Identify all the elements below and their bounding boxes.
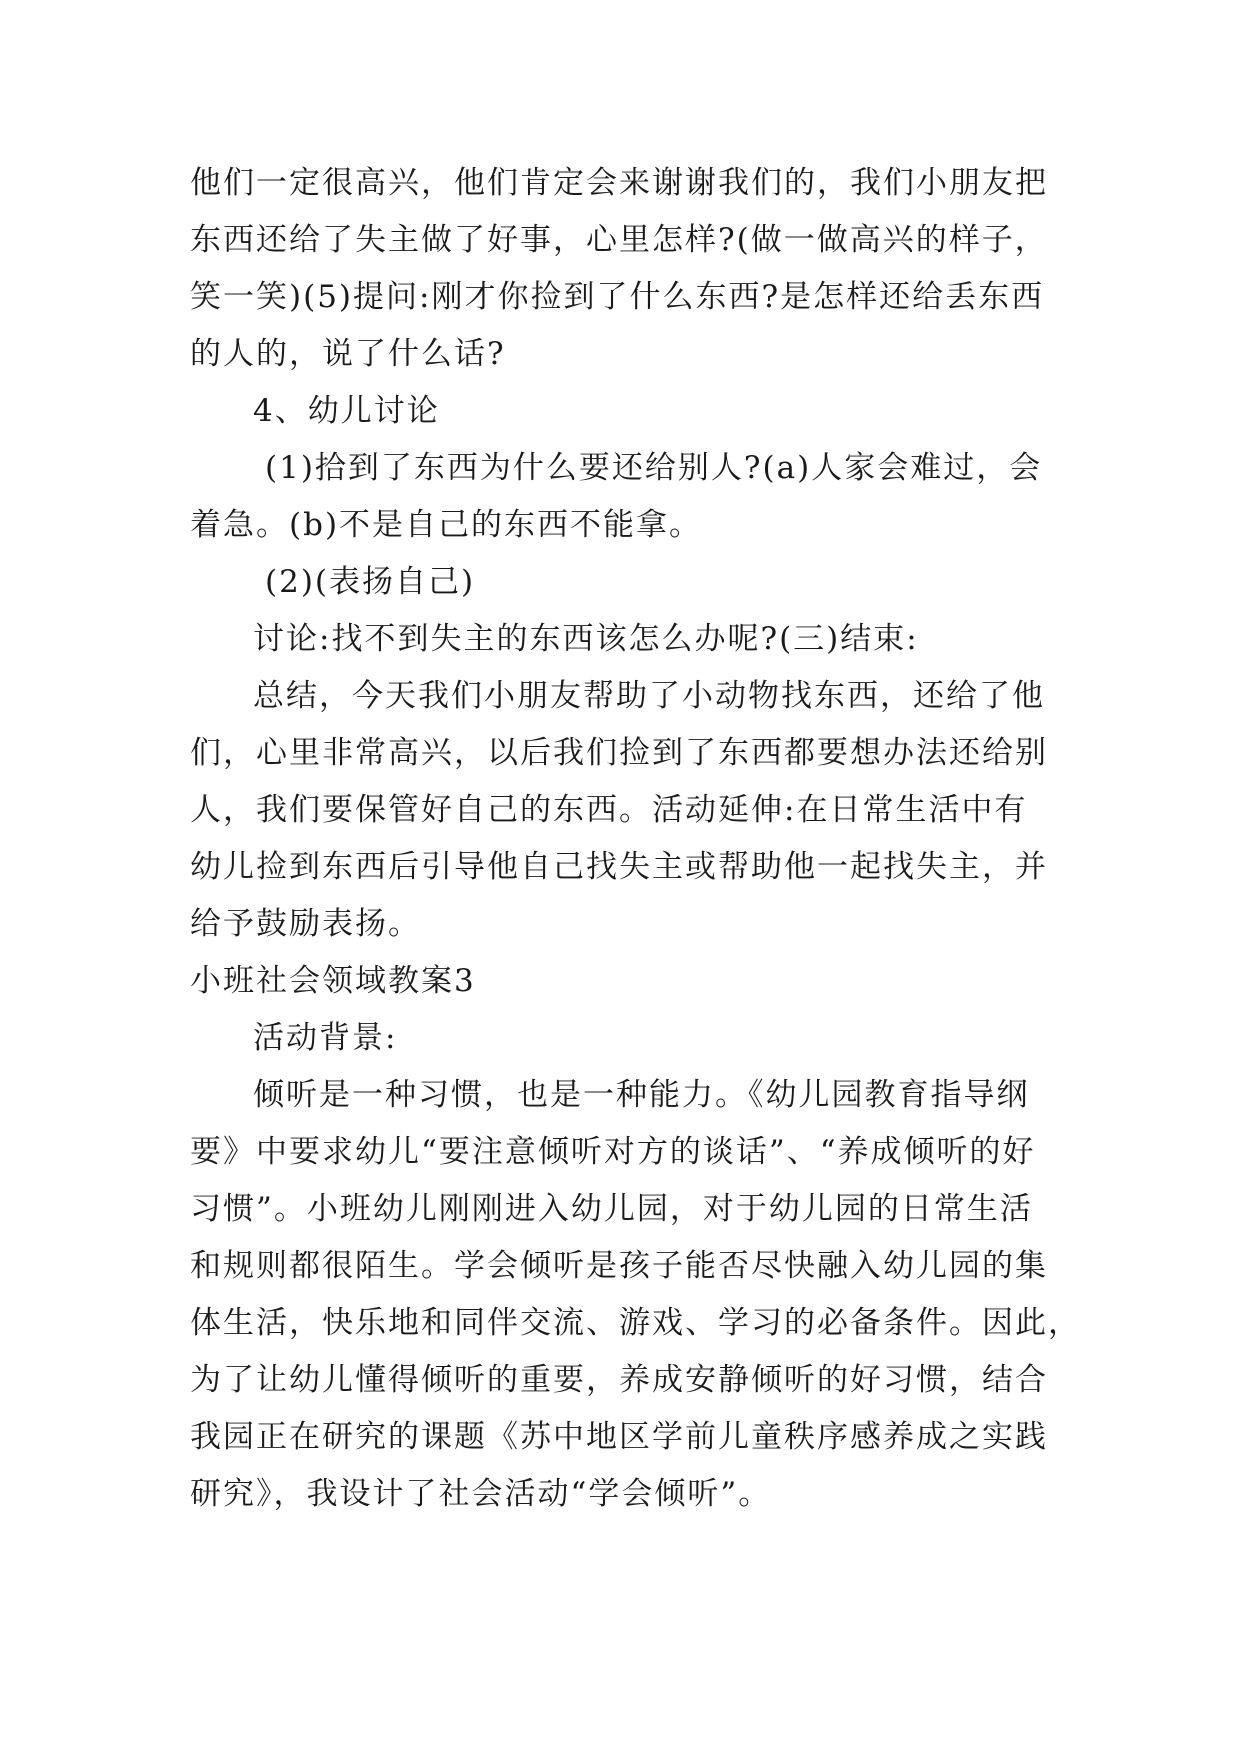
paragraph-line: 讨论:找不到失主的东西该怎么办呢?(三)结束: [253,621,919,657]
section-title: 小班社会领域教案3 [190,963,476,999]
paragraph-line: 人，我们要保管好自己的东西。活动延伸:在日常生活中有 [190,792,1028,828]
paragraph-line: (1)拾到了东西为什么要还给别人?(a)人家会难过，会 [265,450,1043,486]
paragraph-line: 们，心里非常高兴，以后我们捡到了东西都要想办法还给别 [190,735,1048,771]
paragraph-line: 为了让幼儿懂得倾听的重要，养成安静倾听的好习惯，结合 [190,1362,1048,1398]
paragraph-line: 着急。(b)不是自己的东西不能拿。 [190,507,703,543]
paragraph-line: 他们一定很高兴，他们肯定会来谢谢我们的，我们小朋友把 [190,165,1048,201]
paragraph-line: 我园正在研究的课题《苏中地区学前儿童秩序感养成之实践 [190,1419,1048,1455]
paragraph-line: 幼儿捡到东西后引导他自己找失主或帮助他一起找失主，并 [190,849,1048,885]
paragraph-line: 和规则都很陌生。学会倾听是孩子能否尽快融入幼儿园的集 [190,1248,1048,1284]
section-heading: 4、幼儿讨论 [253,393,440,429]
paragraph-line: 倾听是一种习惯，也是一种能力。《幼儿园教育指导纲 [253,1077,1030,1113]
paragraph-line: 体生活，快乐地和同伴交流、游戏、学习的必备条件。因此， [190,1305,1081,1341]
paragraph-line: 东西还给了失主做了好事，心里怎样?(做一做高兴的样子， [190,222,1048,258]
paragraph-line: 的人的，说了什么话? [190,336,506,372]
paragraph-line: 给予鼓励表扬。 [190,906,421,942]
paragraph-line: 总结，今天我们小朋友帮助了小动物找东西，还给了他 [253,678,1045,714]
paragraph-line: 习惯”。小班幼儿刚刚进入幼儿园，对于幼儿园的日常生活 [190,1191,1033,1227]
paragraph-line: 笑一笑)(5)提问:刚才你捡到了什么东西?是怎样还给丢东西 [190,279,1045,315]
paragraph-line: 要》中要求幼儿“要注意倾听对方的谈话”、“养成倾听的好 [190,1134,1036,1170]
paragraph-line: (2)(表扬自己) [265,564,476,600]
subsection-heading: 活动背景: [253,1020,398,1056]
paragraph-line: 研究》，我设计了社会活动“学会倾听”。 [190,1476,772,1512]
